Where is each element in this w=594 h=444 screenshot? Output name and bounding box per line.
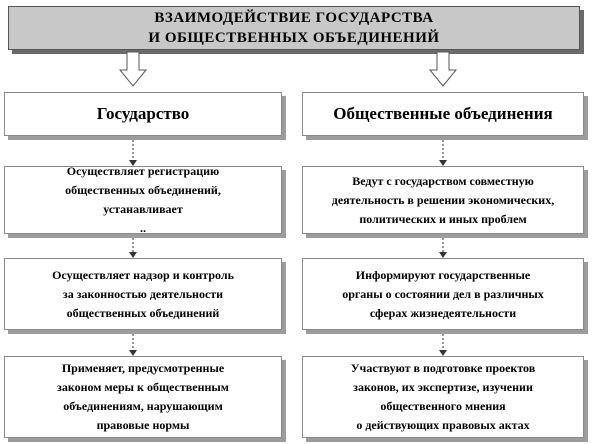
state-box-measures-text: Применяет, предусмотренные законом меры к общественным объединениям, нарушающим правовые нормы xyxy=(57,361,229,432)
state-box-supervision-text: Осуществляет надзор и контроль за законностью деятельности общественных объединений xyxy=(52,267,234,320)
block-arrow-right-icon xyxy=(430,52,456,86)
association-box-lawmaking-text: Участвуют в подготовке проектов законов, их экспертизе, изучении общественного мнения о действующих правовых актах xyxy=(350,361,536,432)
association-box-lawmaking xyxy=(302,356,584,438)
heading-state-text: Государство xyxy=(96,104,190,123)
state-box-registration xyxy=(4,166,282,234)
heading-state xyxy=(4,92,282,136)
block-arrow-left-icon xyxy=(120,52,146,86)
association-box-cooperation-text: Ведут с государством совместную деятельность в решении экономических, политических и иных проблем xyxy=(331,173,555,226)
state-box-measures xyxy=(4,356,282,438)
heading-public-associations-text: Общественные объединения xyxy=(333,104,553,123)
diagram-title-text: ВЗАИМОДЕЙСТВИЕ ГОСУДАРСТВА И ОБЩЕСТВЕННЫХ ОБЪЕДИНЕНИЙ xyxy=(148,10,440,46)
state-box-registration-text: Осуществляет регистрацию общественных объединений, устанавливает .. xyxy=(65,164,221,235)
association-box-informing-text: Информируют государственные органы о состоянии дел в различных сферах жизнедеятельности xyxy=(342,267,544,320)
heading-public-associations xyxy=(302,92,584,136)
state-box-supervision xyxy=(4,258,282,330)
association-box-informing xyxy=(302,258,584,330)
association-box-cooperation xyxy=(302,166,584,234)
